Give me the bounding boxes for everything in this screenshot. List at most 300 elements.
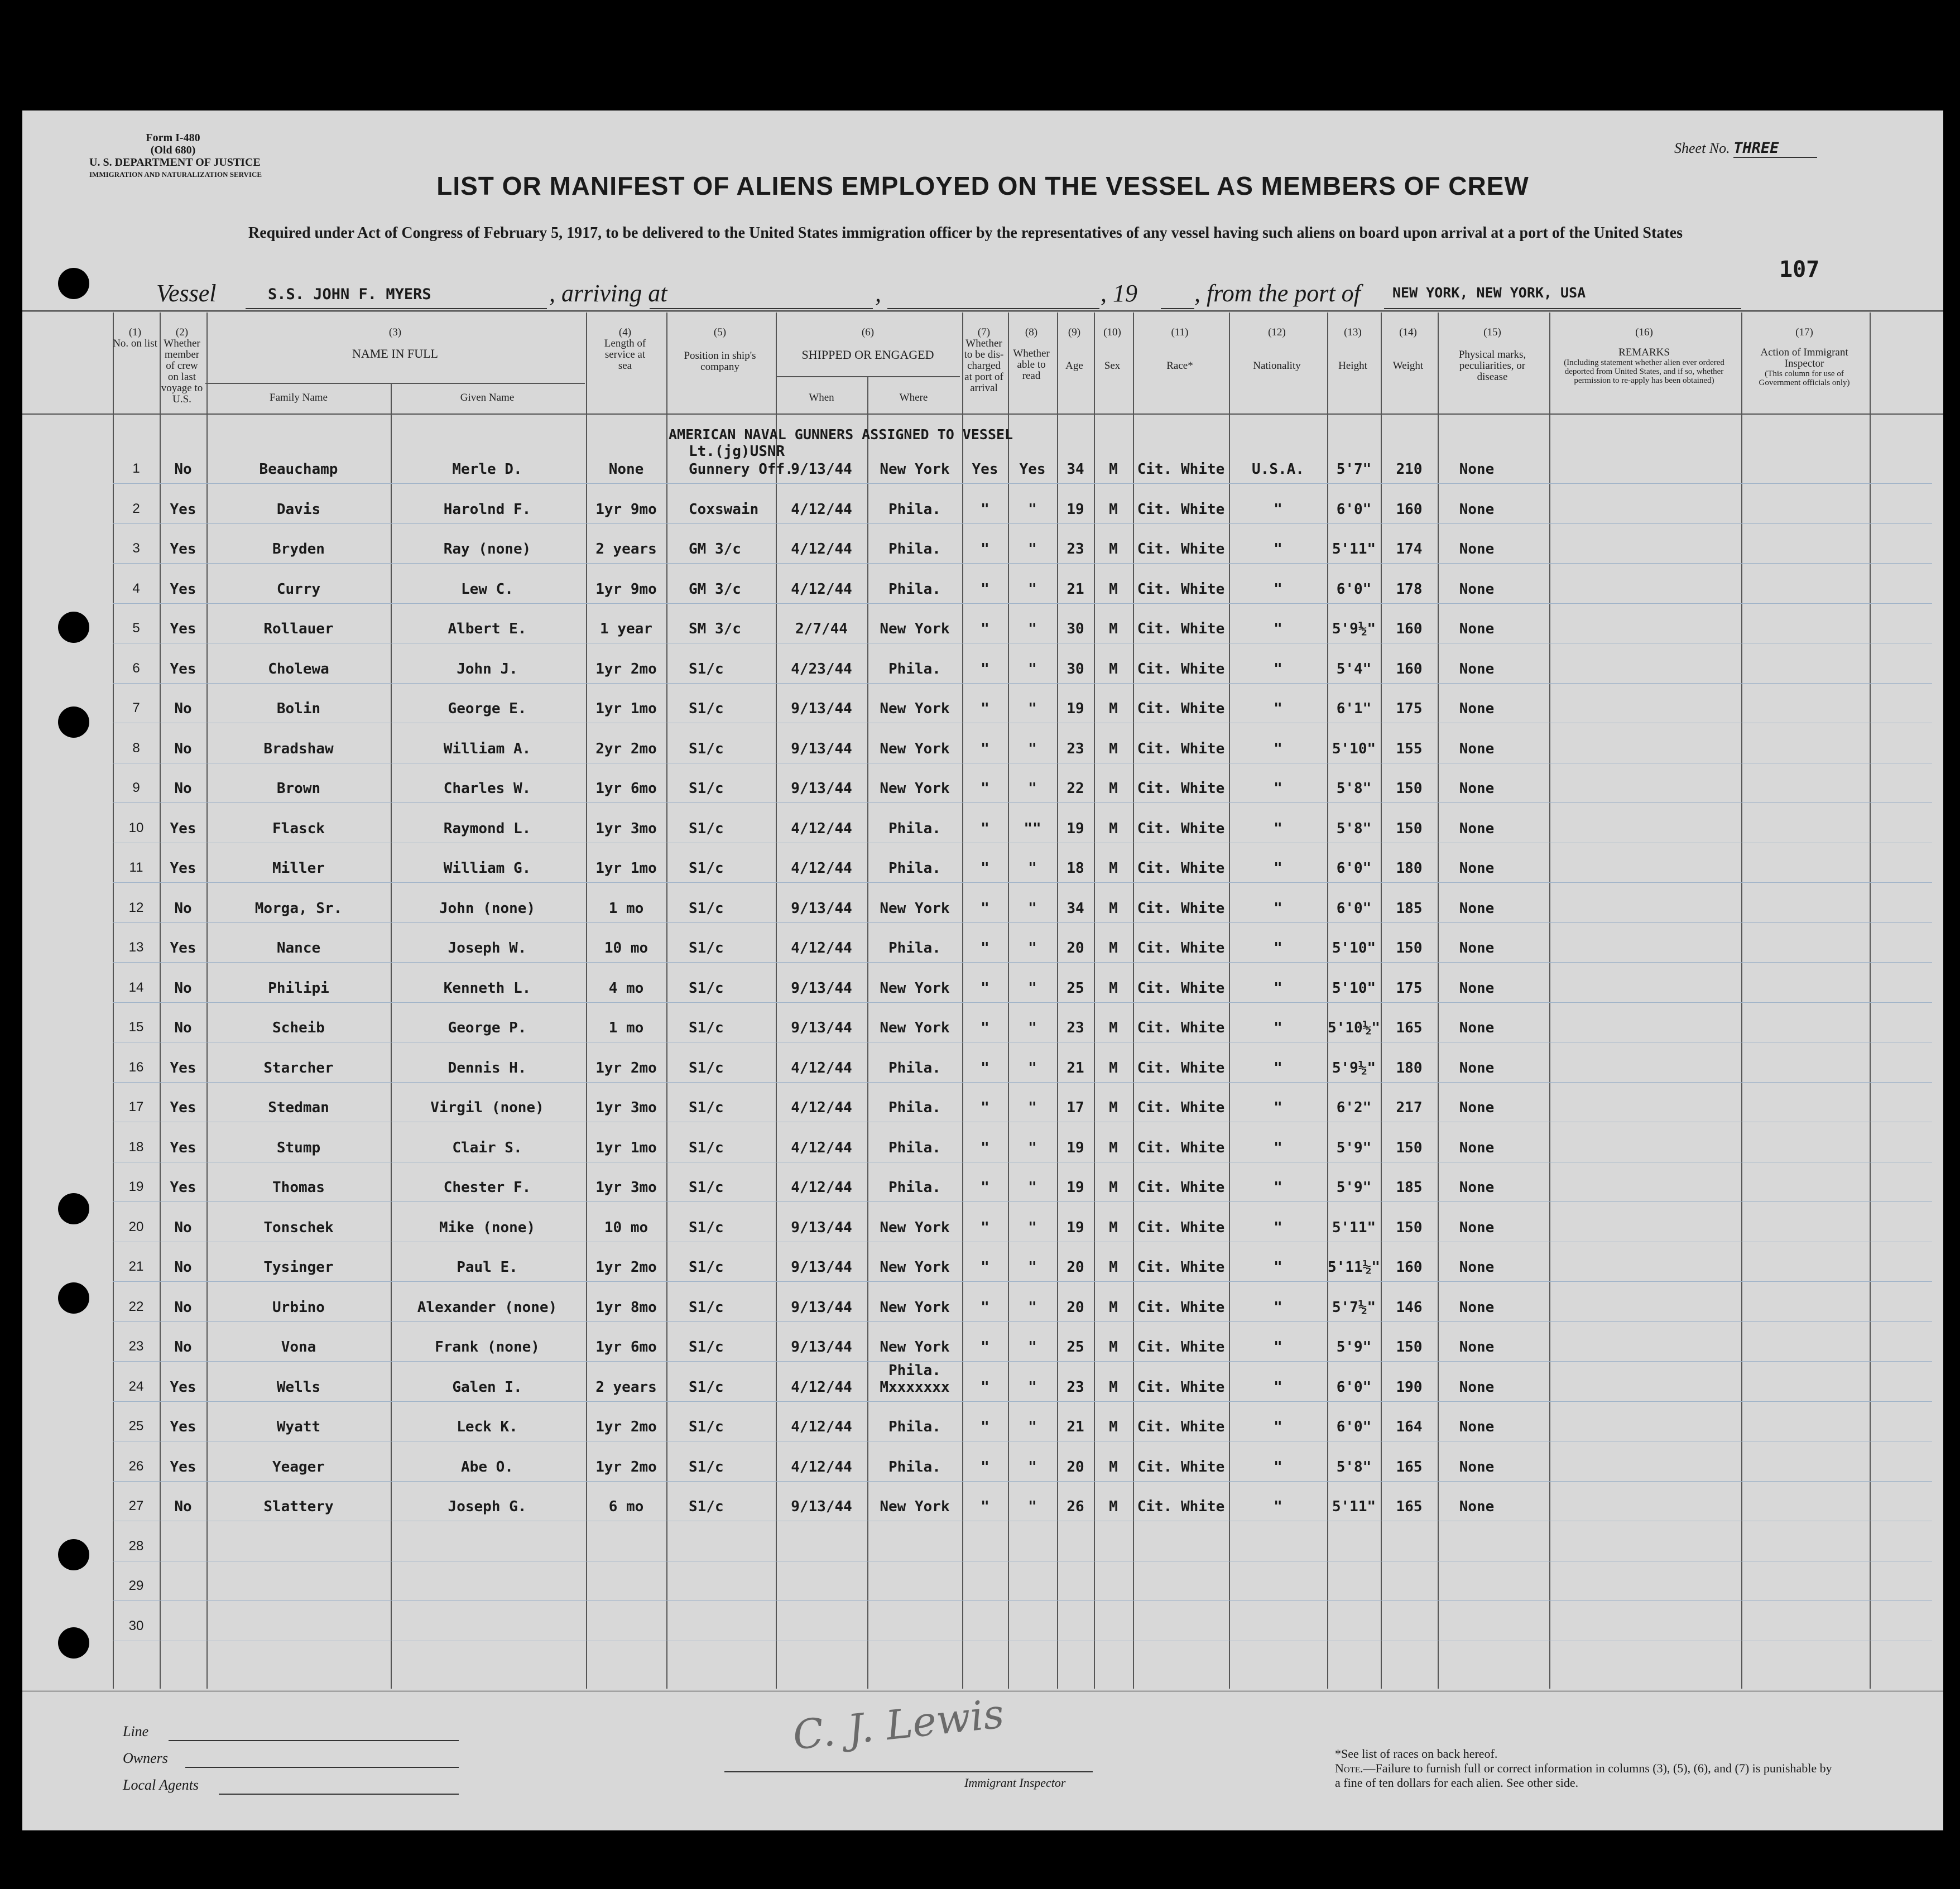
section-heading: AMERICAN NAVAL GUNNERS ASSIGNED TO VESSEL bbox=[669, 426, 1013, 443]
cell-weight: 210 bbox=[1396, 461, 1423, 478]
arrival-date-underline bbox=[887, 308, 1099, 309]
cell-given: Joseph G. bbox=[448, 1498, 527, 1515]
fine-footnote bbox=[1335, 1761, 1837, 1790]
column-rule bbox=[1057, 313, 1058, 1689]
cell-age: 23 bbox=[1067, 1020, 1084, 1036]
cell-n: 27 bbox=[128, 1498, 144, 1513]
cell-when: 9/13/44 bbox=[791, 1299, 852, 1316]
cell-weight: 185 bbox=[1396, 1179, 1423, 1196]
cell-pos: S1/c bbox=[689, 660, 724, 677]
cell-nat: " bbox=[1274, 780, 1282, 797]
cell-given: Lew C. bbox=[461, 580, 513, 598]
row-rule bbox=[113, 1481, 1932, 1482]
column-rule bbox=[1327, 313, 1328, 1689]
cell-family: Wells bbox=[276, 1378, 321, 1396]
cell-family: Yeager bbox=[272, 1458, 325, 1475]
cell-read: " bbox=[1028, 1458, 1037, 1475]
cell-weight: 160 bbox=[1396, 1259, 1423, 1276]
cell-race: Cit. White bbox=[1137, 1419, 1225, 1435]
cell-disch: " bbox=[981, 1378, 989, 1396]
cell-when: 2/7/44 bbox=[795, 621, 848, 637]
cell-service: 1yr 9mo bbox=[595, 501, 657, 518]
header-col16: (16) REMARKS (Including statement whether alien ever ordered deported from United States, and if so, whether permission to re-apply has been obtained) bbox=[1564, 326, 1724, 385]
cell-read: " bbox=[1028, 780, 1037, 797]
cell-family: Morga, Sr. bbox=[254, 900, 343, 917]
cell-pos: S1/c bbox=[689, 1458, 724, 1475]
cell-when: 9/13/44 bbox=[791, 1219, 852, 1236]
cell-nat: " bbox=[1274, 1419, 1282, 1435]
cell-marks: None bbox=[1459, 1020, 1495, 1036]
cell-family: Davis bbox=[276, 501, 321, 518]
cell-pos: S1/c bbox=[689, 740, 724, 757]
cell-age: 22 bbox=[1067, 780, 1084, 797]
cell-read: " bbox=[1028, 860, 1037, 877]
cell-family: Rollauer bbox=[263, 621, 334, 637]
cell-nat: " bbox=[1274, 501, 1282, 518]
service-name: IMMIGRATION AND NATURALIZATION SERVICE bbox=[89, 170, 262, 179]
cell-n: 17 bbox=[128, 1099, 144, 1114]
inspector-label: Immigrant Inspector bbox=[964, 1776, 1066, 1790]
cell-service: 1yr 6mo bbox=[595, 1339, 657, 1356]
cell-nat: " bbox=[1274, 820, 1282, 837]
cell-n: 12 bbox=[128, 900, 144, 915]
header-col11: (11) Race* bbox=[1166, 326, 1193, 372]
cell-weight: 175 bbox=[1396, 700, 1423, 717]
column-rule bbox=[1133, 313, 1134, 1689]
form-number: Form I-480 bbox=[146, 132, 200, 144]
cell-pos: GM 3/c bbox=[689, 541, 741, 557]
cell-crew: Yes bbox=[170, 1419, 196, 1435]
cell-read: "" bbox=[1024, 820, 1041, 837]
cell-sex: M bbox=[1109, 900, 1118, 917]
binder-hole bbox=[58, 706, 89, 738]
cell-nat: " bbox=[1274, 900, 1282, 917]
cell-service: 2 years bbox=[595, 1378, 657, 1396]
cell-crew: No bbox=[174, 700, 192, 717]
cell-marks: None bbox=[1459, 1299, 1495, 1316]
cell-n: 1 bbox=[132, 461, 140, 476]
cell-n: 11 bbox=[129, 860, 143, 875]
cell-service: 10 mo bbox=[604, 940, 648, 956]
header-col13: (13) Height bbox=[1338, 326, 1367, 372]
cell-disch: " bbox=[981, 1099, 989, 1116]
cell-when: 4/12/44 bbox=[791, 1099, 852, 1116]
cell-where: New York bbox=[880, 780, 950, 797]
cell-marks: None bbox=[1459, 1179, 1495, 1196]
cell-n: 9 bbox=[132, 780, 140, 795]
cell-disch: " bbox=[981, 1299, 989, 1316]
cell-marks: None bbox=[1459, 660, 1495, 677]
cell-age: 30 bbox=[1067, 621, 1084, 637]
cell-pos: S1/c bbox=[689, 1059, 724, 1076]
cell-weight: 150 bbox=[1396, 780, 1423, 797]
note-label: Note. bbox=[1335, 1761, 1363, 1775]
cell-disch: " bbox=[981, 660, 989, 677]
cell-read: " bbox=[1028, 1059, 1037, 1076]
cell-height: 5'9" bbox=[1336, 1339, 1372, 1356]
sheet-number bbox=[1674, 140, 1817, 158]
cell-race: Cit. White bbox=[1137, 1099, 1225, 1116]
sheet-value: THREE bbox=[1733, 140, 1817, 158]
cell-weight: 155 bbox=[1396, 740, 1423, 757]
cell-when: 4/12/44 bbox=[791, 501, 852, 518]
cell-n: 16 bbox=[128, 1059, 144, 1075]
column-rule bbox=[1741, 313, 1742, 1689]
cell-where: New York bbox=[880, 1020, 950, 1036]
cell-sex: M bbox=[1109, 660, 1118, 677]
cell-crew: No bbox=[174, 1259, 192, 1276]
row-rule bbox=[113, 882, 1932, 883]
cell-service: 1yr 1mo bbox=[595, 860, 657, 877]
cell-weight: 164 bbox=[1396, 1419, 1423, 1435]
cell-given: Charles W. bbox=[443, 780, 531, 797]
cell-height: 5'4" bbox=[1336, 660, 1372, 677]
page-number: 107 bbox=[1779, 257, 1820, 282]
cell-age: 34 bbox=[1067, 461, 1084, 478]
cell-nat: " bbox=[1274, 541, 1282, 557]
cell-sex: M bbox=[1109, 1139, 1118, 1156]
cell-crew: No bbox=[174, 979, 192, 997]
cell-disch: " bbox=[981, 900, 989, 917]
cell-race: Cit. White bbox=[1137, 1259, 1225, 1276]
cell-n: 4 bbox=[132, 580, 140, 596]
row-rule bbox=[113, 1201, 1932, 1202]
cell-sex: M bbox=[1109, 820, 1118, 837]
cell-race: Cit. White bbox=[1137, 820, 1225, 837]
cell-weight: 185 bbox=[1396, 900, 1423, 917]
cell-sex: M bbox=[1109, 740, 1118, 757]
cell-crew: No bbox=[174, 900, 192, 917]
row-rule bbox=[113, 1401, 1932, 1402]
cell-age: 19 bbox=[1067, 1179, 1084, 1196]
cell-read: " bbox=[1028, 1498, 1037, 1515]
column-rule bbox=[1008, 313, 1009, 1689]
cell-weight: 190 bbox=[1396, 1378, 1423, 1396]
cell-family: Philipi bbox=[268, 979, 329, 997]
cell-family: Nance bbox=[276, 940, 321, 956]
column-rule bbox=[776, 313, 777, 1689]
cell-nat: " bbox=[1274, 1299, 1282, 1316]
cell-where: Phila. bbox=[888, 1139, 941, 1156]
cell-pos: S1/c bbox=[689, 1378, 724, 1396]
cell-race: Cit. White bbox=[1137, 1299, 1225, 1316]
row-rule bbox=[113, 603, 1932, 604]
cell-n: 21 bbox=[128, 1259, 144, 1274]
cell-n: 28 bbox=[128, 1538, 144, 1554]
row-rule bbox=[113, 962, 1932, 963]
cell-given: Dennis H. bbox=[448, 1059, 527, 1076]
cell-given: William A. bbox=[443, 740, 531, 757]
cell-age: 19 bbox=[1067, 1139, 1084, 1156]
header-where: Where bbox=[899, 392, 928, 403]
cell-disch: " bbox=[981, 1339, 989, 1356]
cell-given: Merle D. bbox=[452, 461, 522, 478]
cell-n: 29 bbox=[128, 1578, 144, 1593]
header-bottom-rule bbox=[22, 413, 1943, 415]
cell-family: Stedman bbox=[268, 1099, 329, 1116]
column-rule bbox=[1381, 313, 1382, 1689]
cell-read: " bbox=[1028, 1179, 1037, 1196]
cell-sex: M bbox=[1109, 1299, 1118, 1316]
cell-read: " bbox=[1028, 740, 1037, 757]
cell-weight: 160 bbox=[1396, 660, 1423, 677]
cell-sex: M bbox=[1109, 1059, 1118, 1076]
cell-disch: " bbox=[981, 979, 989, 997]
cell-read: " bbox=[1028, 1259, 1037, 1276]
cell-height: 5'9" bbox=[1336, 1179, 1372, 1196]
cell-where: Phila. bbox=[888, 1059, 941, 1076]
cell-crew: No bbox=[174, 1020, 192, 1036]
column-rule bbox=[113, 313, 114, 1689]
header-when: When bbox=[809, 392, 834, 403]
cell-service: 1yr 6mo bbox=[595, 780, 657, 797]
column-rule bbox=[1438, 313, 1439, 1689]
binder-hole bbox=[58, 1539, 89, 1570]
cell-when: 4/12/44 bbox=[791, 860, 852, 877]
cell-disch: " bbox=[981, 740, 989, 757]
cell-race: Cit. White bbox=[1137, 501, 1225, 518]
cell-family: Wyatt bbox=[276, 1419, 321, 1435]
cell-weight: 165 bbox=[1396, 1458, 1423, 1475]
arrival-port-underline bbox=[650, 308, 873, 309]
cell-race: Cit. White bbox=[1137, 461, 1225, 478]
cell-where: Phila. bbox=[888, 580, 941, 598]
cell-weight: 150 bbox=[1396, 1139, 1423, 1156]
cell-n: 14 bbox=[128, 979, 144, 995]
cell-marks: None bbox=[1459, 1458, 1495, 1475]
cell-service: 1yr 1mo bbox=[595, 1139, 657, 1156]
cell-age: 23 bbox=[1067, 541, 1084, 557]
row-rule bbox=[113, 563, 1932, 564]
cell-given: Harolnd F. bbox=[443, 501, 531, 518]
cell-disch: " bbox=[981, 1458, 989, 1475]
cell-age: 19 bbox=[1067, 1219, 1084, 1236]
cell-crew: No bbox=[174, 780, 192, 797]
row-rule bbox=[113, 1361, 1932, 1362]
cell-family: Bradshaw bbox=[263, 740, 334, 757]
cell-disch: " bbox=[981, 1059, 989, 1076]
cell-weight: 150 bbox=[1396, 1219, 1423, 1236]
cell-age: 25 bbox=[1067, 1339, 1084, 1356]
cell-n: 26 bbox=[128, 1458, 144, 1474]
cell-n: 6 bbox=[132, 660, 140, 676]
cell-when: 9/13/44 bbox=[791, 780, 852, 797]
header-col17: (17) Action of Immigrant Inspector (This column for use of Government officials only) bbox=[1759, 326, 1850, 387]
header-col14: (14) Weight bbox=[1392, 326, 1424, 372]
cell-marks: None bbox=[1459, 780, 1495, 797]
cell-disch: " bbox=[981, 940, 989, 956]
cell-height: 5'9½" bbox=[1332, 621, 1376, 637]
cell-given: William G. bbox=[443, 860, 531, 877]
cell-service: 1yr 9mo bbox=[595, 580, 657, 598]
cell-n: 19 bbox=[128, 1179, 144, 1194]
cell-family: Curry bbox=[276, 580, 321, 598]
cell-read: " bbox=[1028, 700, 1037, 717]
header-family-name: Family Name bbox=[270, 392, 328, 403]
cell-race: Cit. White bbox=[1137, 700, 1225, 717]
page-subtitle: Required under Act of Congress of February 5, 1917, to be delivered to the United States immigration officer by the representatives of any vessel having such aliens on board upon arrival at a port of the United States bbox=[248, 224, 1683, 242]
cell-crew: No bbox=[174, 1299, 192, 1316]
cell-service: 4 mo bbox=[608, 979, 644, 997]
cell-service: 1yr 2mo bbox=[595, 1419, 657, 1435]
cell-given: George P. bbox=[448, 1020, 527, 1036]
cell-weight: 175 bbox=[1396, 979, 1423, 997]
cell-height: 6'0" bbox=[1336, 900, 1372, 917]
cell-read: " bbox=[1028, 541, 1037, 557]
cell-race: Cit. White bbox=[1137, 1378, 1225, 1396]
cell-given: Frank (none) bbox=[435, 1339, 540, 1356]
cell-pos: S1/c bbox=[689, 900, 724, 917]
cell-service: 1yr 2mo bbox=[595, 660, 657, 677]
cell-race: Cit. White bbox=[1137, 621, 1225, 637]
cell-when: 9/13/44 bbox=[791, 900, 852, 917]
cell-where: Phila. bbox=[888, 660, 941, 677]
cell-crew: Yes bbox=[170, 1378, 196, 1396]
cell-nat: " bbox=[1274, 1498, 1282, 1515]
cell-marks: None bbox=[1459, 1378, 1495, 1396]
cell-disch: " bbox=[981, 1139, 989, 1156]
cell-where: Phila. bbox=[888, 541, 941, 557]
cell-height: 5'8" bbox=[1336, 1458, 1372, 1475]
cell-height: 5'10" bbox=[1332, 740, 1376, 757]
cell-family: Tysinger bbox=[263, 1259, 334, 1276]
cell-pos: S1/c bbox=[689, 1139, 724, 1156]
header-col5: (5) Position in ship's company bbox=[684, 326, 756, 373]
cell-crew: Yes bbox=[170, 1179, 196, 1196]
cell-age: 19 bbox=[1067, 820, 1084, 837]
cell-service: 1 mo bbox=[608, 900, 644, 917]
cell-crew: Yes bbox=[170, 660, 196, 677]
sheet-label: Sheet No. bbox=[1674, 140, 1730, 156]
cell-weight: 217 bbox=[1396, 1099, 1423, 1116]
cell-sex: M bbox=[1109, 1339, 1118, 1356]
cell-service: 10 mo bbox=[604, 1219, 648, 1236]
column-rule bbox=[160, 313, 161, 1689]
cell-where: Phila. bbox=[888, 1458, 941, 1475]
row-rule bbox=[113, 1082, 1932, 1083]
cell-crew: No bbox=[174, 461, 192, 478]
cell-read: " bbox=[1028, 1219, 1037, 1236]
cell-height: 5'10½" bbox=[1328, 1020, 1380, 1036]
header-col2: (2) Whether member of crew on last voyage to U.S. bbox=[161, 326, 203, 405]
column-rule bbox=[1549, 313, 1550, 1689]
cell-where: New York bbox=[880, 1339, 950, 1356]
cell-disch: " bbox=[981, 1498, 989, 1515]
cell-where-correction: Phila. bbox=[888, 1362, 941, 1379]
cell-read: " bbox=[1028, 621, 1037, 637]
cell-marks: None bbox=[1459, 1498, 1495, 1515]
cell-sex: M bbox=[1109, 580, 1118, 598]
cell-nat: " bbox=[1274, 740, 1282, 757]
cell-given: John J. bbox=[457, 660, 518, 677]
cell-where: Phila. bbox=[888, 1099, 941, 1116]
cell-family: Miller bbox=[272, 860, 325, 877]
cell-race: Cit. White bbox=[1137, 940, 1225, 956]
cell-where: New York bbox=[880, 1259, 950, 1276]
cell-marks: None bbox=[1459, 541, 1495, 557]
cell-sex: M bbox=[1109, 780, 1118, 797]
cell-height: 6'0" bbox=[1336, 860, 1372, 877]
cell-given: Chester F. bbox=[443, 1179, 531, 1196]
cell-given: Ray (none) bbox=[443, 541, 531, 557]
cell-sex: M bbox=[1109, 501, 1118, 518]
cell-when: 4/12/44 bbox=[791, 541, 852, 557]
column-rule bbox=[1094, 313, 1095, 1689]
cell-read: " bbox=[1028, 1378, 1037, 1396]
cell-where: New York bbox=[880, 461, 950, 478]
cell-family: Scheib bbox=[272, 1020, 325, 1036]
cell-pos: S1/c bbox=[689, 940, 724, 956]
cell-service: 1yr 3mo bbox=[595, 820, 657, 837]
cell-n: 13 bbox=[128, 940, 144, 955]
row-rule bbox=[113, 1002, 1932, 1003]
cell-pos: S1/c bbox=[689, 820, 724, 837]
vessel-underline bbox=[246, 308, 547, 309]
cell-age: 21 bbox=[1067, 1419, 1084, 1435]
cell-age: 20 bbox=[1067, 1458, 1084, 1475]
footer-owners-label: Owners bbox=[123, 1750, 168, 1766]
table-top-rule bbox=[22, 310, 1943, 312]
cell-family: Cholewa bbox=[268, 660, 329, 677]
cell-service: 1yr 3mo bbox=[595, 1099, 657, 1116]
races-footnote: *See list of races on back hereof. bbox=[1335, 1747, 1498, 1761]
column-rule bbox=[206, 313, 208, 1689]
cell-height: 6'1" bbox=[1336, 700, 1372, 717]
cell-when: 4/12/44 bbox=[791, 1179, 852, 1196]
cell-age: 21 bbox=[1067, 1059, 1084, 1076]
cell-when: 4/12/44 bbox=[791, 580, 852, 598]
cell-when: 9/13/44 bbox=[791, 1498, 852, 1515]
cell-race: Cit. White bbox=[1137, 1498, 1225, 1515]
cell-race: Cit. White bbox=[1137, 580, 1225, 598]
binder-hole bbox=[58, 268, 89, 299]
cell-nat: U.S.A. bbox=[1252, 461, 1304, 478]
cell-crew: Yes bbox=[170, 820, 196, 837]
row-rule bbox=[113, 523, 1932, 524]
footer-line-underline bbox=[169, 1740, 459, 1741]
year-label: , 19 bbox=[1101, 280, 1137, 307]
cell-race: Cit. White bbox=[1137, 660, 1225, 677]
department-name: U. S. DEPARTMENT OF JUSTICE bbox=[89, 156, 261, 169]
cell-read: " bbox=[1028, 1139, 1037, 1156]
cell-disch: " bbox=[981, 860, 989, 877]
header-col4: (4) Length of service at sea bbox=[604, 326, 646, 372]
cell-height: 6'0" bbox=[1336, 1378, 1372, 1396]
arriving-label: , arriving at bbox=[549, 280, 667, 307]
binder-hole bbox=[58, 1627, 89, 1659]
cell-family: Tonschek bbox=[263, 1219, 334, 1236]
cell-marks: None bbox=[1459, 1259, 1495, 1276]
cell-height: 6'0" bbox=[1336, 580, 1372, 598]
cell-age: 19 bbox=[1067, 700, 1084, 717]
cell-when: 4/12/44 bbox=[791, 1419, 852, 1435]
cell-read: " bbox=[1028, 1020, 1037, 1036]
cell-where: New York bbox=[880, 700, 950, 717]
cell-where: New York bbox=[880, 621, 950, 637]
cell-sex: M bbox=[1109, 541, 1118, 557]
cell-pos-rank: Lt.(jg)USNR bbox=[689, 443, 785, 460]
cell-height: 5'9" bbox=[1336, 1139, 1372, 1156]
header-col7: (7) Whether to be dis-charged at port of arrival bbox=[964, 326, 1004, 394]
cell-nat: " bbox=[1274, 621, 1282, 637]
cell-family: Bolin bbox=[276, 700, 321, 717]
cell-weight: 160 bbox=[1396, 501, 1423, 518]
cell-service: 1yr 2mo bbox=[595, 1259, 657, 1276]
cell-pos: S1/c bbox=[689, 1339, 724, 1356]
form-old-number: (Old 680) bbox=[150, 144, 196, 156]
cell-given: Virgil (none) bbox=[430, 1099, 544, 1116]
cell-height: 5'8" bbox=[1336, 820, 1372, 837]
